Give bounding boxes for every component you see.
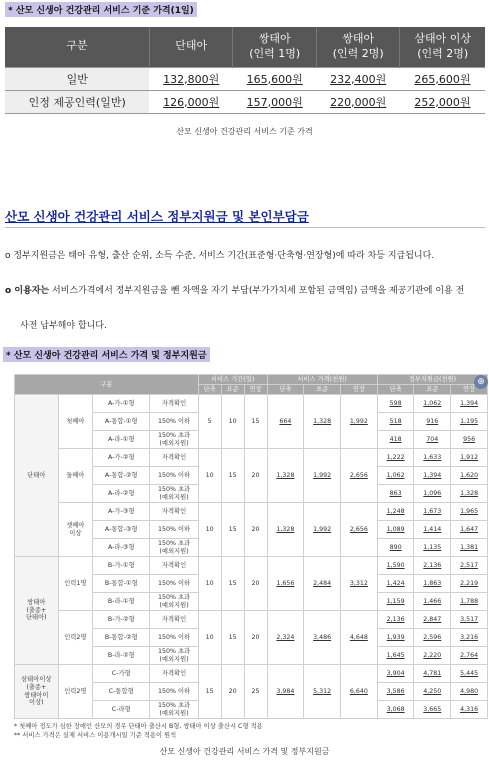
- gov-income: 자격확인: [150, 449, 198, 467]
- gov-support: 1,328: [451, 485, 488, 503]
- gov-period: 20: [244, 557, 267, 611]
- gov-support: 1,248: [377, 503, 414, 521]
- paragraph-subsidy: o 정부지원금은 태아 유형, 출산 순위, 소득 수준, 서비스 기간(표준형·단축형·연장형)에 따라 차등 지급됩니다.: [5, 251, 435, 261]
- gov-code: B-라-①형: [93, 593, 150, 611]
- gov-code: A-라-①형: [93, 431, 150, 449]
- gov-period: 25: [244, 665, 267, 719]
- gov-price: 4,648: [340, 611, 377, 665]
- gov-support: 4,980: [451, 683, 488, 701]
- gov-period: 10: [198, 557, 221, 611]
- gov-sub: 셋째아 이상: [58, 503, 92, 557]
- gov-price: 3,486: [304, 611, 341, 665]
- gov-support: 704: [414, 431, 451, 449]
- gov-support-table-wrap: [14, 374, 488, 719]
- gov-row: [15, 557, 488, 575]
- gov-support: 3,586: [377, 683, 414, 701]
- gov-support: 1,673: [414, 503, 451, 521]
- gov-support: 5,445: [451, 665, 488, 683]
- gov-income: 150% 이하: [150, 521, 198, 539]
- gov-period: 5: [198, 395, 221, 449]
- gov-support: 1,466: [414, 593, 451, 611]
- gov-subheader: 단축: [198, 385, 221, 395]
- gov-income: 150% 이하: [150, 413, 198, 431]
- gov-code: A-통합-①형: [93, 413, 150, 431]
- price-row: [5, 67, 485, 90]
- gov-sub: 첫째아: [58, 395, 92, 449]
- base-price-table: [5, 27, 485, 114]
- gov-price: 1,992: [304, 503, 341, 557]
- gov-support: 1,965: [451, 503, 488, 521]
- price-header-4: 삼태아 이상 (인력 2명): [400, 27, 485, 67]
- gov-support: 1,863: [414, 575, 451, 593]
- gov-code: A-라-③형: [93, 539, 150, 557]
- gov-sub: 인력1명: [58, 557, 92, 611]
- gov-support: 1,424: [377, 575, 414, 593]
- price-row: [5, 90, 485, 113]
- gov-subheader: 표준: [414, 385, 451, 395]
- gov-support: 1,096: [414, 485, 451, 503]
- gov-price: 1,656: [267, 557, 304, 611]
- gov-support: 1,788: [451, 593, 488, 611]
- price-cell: 165,600원: [233, 67, 317, 90]
- gov-price: 1,328: [267, 503, 304, 557]
- gov-price: 2,324: [267, 611, 304, 665]
- gov-row: [15, 503, 488, 521]
- gov-header-support: 정부지원금(천원): [377, 375, 487, 385]
- gov-header-gubun: 구분: [15, 375, 199, 395]
- gov-support: 3,068: [377, 701, 414, 719]
- gov-price: 2,656: [340, 503, 377, 557]
- gov-support: 916: [414, 413, 451, 431]
- gov-support: 1,062: [414, 395, 451, 413]
- paragraph-prepay: 사전 납부해야 합니다.: [20, 321, 107, 331]
- gov-support: 3,517: [451, 611, 488, 629]
- gov-price: 2,656: [340, 449, 377, 503]
- note-1: * 첫째아 정도가 심한 장애인 산모의 경우 단태아 출산시 B형, 쌍태아 이상 출산시 C형 적용: [14, 723, 263, 730]
- gov-price: 3,312: [340, 557, 377, 611]
- gov-type: 삼태아이상 (출종+ 쌍태아이 이상): [15, 665, 59, 719]
- gov-income: 150% 초과 (예외지원): [150, 485, 198, 503]
- gov-income: 150% 이하: [150, 683, 198, 701]
- gov-period: 20: [221, 665, 244, 719]
- gov-price: 1,328: [304, 395, 341, 449]
- gov-price: 1,992: [340, 395, 377, 449]
- gov-support: 1,089: [377, 521, 414, 539]
- gov-support: 3,904: [377, 665, 414, 683]
- price-table-caption: 산모 신생아 건강관리 서비스 기준 가격: [176, 127, 313, 136]
- price-header-0: 구분: [5, 27, 149, 67]
- gov-support: 1,394: [451, 395, 488, 413]
- gov-support: 1,159: [377, 593, 414, 611]
- gov-code: A-가-②형: [93, 449, 150, 467]
- gov-support: 863: [377, 485, 414, 503]
- gov-sub: 둘째아: [58, 449, 92, 503]
- gov-code: B-통합-②형: [93, 629, 150, 647]
- gov-type: 단태아: [15, 395, 59, 557]
- gov-support: 1,135: [414, 539, 451, 557]
- price-row-label: 일반: [5, 67, 149, 90]
- gov-support: 1,620: [451, 467, 488, 485]
- gov-support: 3,216: [451, 629, 488, 647]
- gov-support-table: [14, 374, 488, 719]
- gov-price: 3,984: [267, 665, 304, 719]
- gov-income: 150% 이하: [150, 629, 198, 647]
- gov-period: 15: [221, 503, 244, 557]
- gov-price: 664: [267, 395, 304, 449]
- paragraph-copay-lead: o 이용자는: [5, 286, 50, 296]
- gov-income: 150% 이하: [150, 575, 198, 593]
- gov-income: 150% 초과 (예외지원): [150, 701, 198, 719]
- gov-support: 1,394: [414, 467, 451, 485]
- gov-support: 2,596: [414, 629, 451, 647]
- gov-support: 1,062: [377, 467, 414, 485]
- gov-income: 자격확인: [150, 503, 198, 521]
- gov-row: [15, 611, 488, 629]
- gov-support: 1,633: [414, 449, 451, 467]
- gov-code: B-통합-①형: [93, 575, 150, 593]
- gov-code: C-가형: [93, 665, 150, 683]
- gov-income: 150% 초과 (예외지원): [150, 593, 198, 611]
- price-header-3: 쌍태아 (인력 2명): [316, 27, 400, 67]
- gov-code: B-가-②형: [93, 611, 150, 629]
- gov-support: 4,316: [451, 701, 488, 719]
- gov-support: 518: [377, 413, 414, 431]
- gov-code: B-라-②형: [93, 647, 150, 665]
- price-header-2: 쌍태아 (인력 1명): [233, 27, 317, 67]
- gov-type: 쌍태아 (출종+ 단태아): [15, 557, 59, 665]
- section-title: 산모 신생아 건강관리 서비스 정부지원금 및 본인부담금: [5, 209, 309, 224]
- gov-code: A-통합-②형: [93, 467, 150, 485]
- gov-support: 2,847: [414, 611, 451, 629]
- gov-subheader: 표준: [221, 385, 244, 395]
- gov-sub: 인력2명: [58, 665, 92, 719]
- paragraph-copay-rest: 서비스가격에서 정부지원금을 뺀 차액을 자기 부담(부가가치세 포함된 금액임) 금액을 제공기관에 이용 전: [49, 286, 465, 296]
- gov-period: 15: [198, 665, 221, 719]
- gov-period: 20: [244, 503, 267, 557]
- gov-subheader: 연장: [244, 385, 267, 395]
- price-table-label: * 산모 신생아 건강관리 서비스 기준 가격(1일): [5, 2, 197, 17]
- gov-period: 15: [221, 557, 244, 611]
- gov-period: 20: [244, 611, 267, 665]
- price-cell: 157,000원: [233, 90, 317, 113]
- gov-table-caption: 산모 신생아 건강관리 서비스 가격 및 정부지원금: [159, 747, 330, 756]
- gov-income: 150% 초과 (예외지원): [150, 647, 198, 665]
- gov-support: 1,939: [377, 629, 414, 647]
- gov-support: 1,195: [451, 413, 488, 431]
- gov-subheader: 표준: [304, 385, 341, 395]
- gov-support: 1,222: [377, 449, 414, 467]
- gov-support: 1,645: [377, 647, 414, 665]
- gov-code: A-라-②형: [93, 485, 150, 503]
- gov-income: 150% 이하: [150, 467, 198, 485]
- zoom-icon[interactable]: ⊕: [474, 375, 488, 389]
- gov-subheader: 단축: [377, 385, 414, 395]
- gov-period: 15: [221, 611, 244, 665]
- gov-income: 자격확인: [150, 611, 198, 629]
- gov-support: 2,136: [377, 611, 414, 629]
- price-cell: 220,000원: [316, 90, 400, 113]
- price-cell: 126,000원: [149, 90, 233, 113]
- gov-support: 418: [377, 431, 414, 449]
- gov-period: 10: [198, 611, 221, 665]
- gov-sub: 인력2명: [58, 611, 92, 665]
- gov-support: 890: [377, 539, 414, 557]
- gov-support: 1,912: [451, 449, 488, 467]
- gov-price: 1,992: [304, 449, 341, 503]
- gov-support: 1,414: [414, 521, 451, 539]
- gov-price: 5,312: [304, 665, 341, 719]
- gov-price: 1,328: [267, 449, 304, 503]
- gov-support: 2,220: [414, 647, 451, 665]
- gov-subheader: 단축: [267, 385, 304, 395]
- gov-support: 1,647: [451, 521, 488, 539]
- gov-period: 15: [244, 395, 267, 449]
- gov-code: C-통합형: [93, 683, 150, 701]
- gov-subheader: 연장: [340, 385, 377, 395]
- gov-support: 2,517: [451, 557, 488, 575]
- gov-income: 자격확인: [150, 395, 198, 413]
- gov-code: A-가-③형: [93, 503, 150, 521]
- gov-header-period: 서비스 기간(일): [198, 375, 267, 385]
- price-cell: 232,400원: [316, 67, 400, 90]
- price-cell: 265,600원: [400, 67, 485, 90]
- gov-code: A-통합-③형: [93, 521, 150, 539]
- gov-row: [15, 395, 488, 413]
- price-cell: 252,000원: [400, 90, 485, 113]
- gov-period: 10: [198, 503, 221, 557]
- price-header-1: 단태아: [149, 27, 233, 67]
- table-notes: [14, 722, 263, 740]
- gov-price: 2,484: [304, 557, 341, 611]
- gov-support: 2,219: [451, 575, 488, 593]
- gov-support: 4,781: [414, 665, 451, 683]
- gov-support: 598: [377, 395, 414, 413]
- gov-table-label: * 산모 신생아 건강관리 서비스 가격 및 정부지원금: [3, 347, 210, 362]
- gov-income: 150% 초과 (예외지원): [150, 431, 198, 449]
- gov-code: B-가-①형: [93, 557, 150, 575]
- gov-code: A-가-①형: [93, 395, 150, 413]
- paragraph-copay: [5, 283, 485, 301]
- gov-support: 4,250: [414, 683, 451, 701]
- gov-support: 1,381: [451, 539, 488, 557]
- gov-support: 3,665: [414, 701, 451, 719]
- gov-period: 15: [221, 449, 244, 503]
- gov-period: 10: [198, 449, 221, 503]
- gov-period: 20: [244, 449, 267, 503]
- gov-support: 956: [451, 431, 488, 449]
- gov-code: C-라형: [93, 701, 150, 719]
- gov-price: 6,640: [340, 665, 377, 719]
- gov-income: 150% 초과 (예외지원): [150, 539, 198, 557]
- gov-income: 자격확인: [150, 557, 198, 575]
- gov-support: 2,136: [414, 557, 451, 575]
- gov-support: 2,764: [451, 647, 488, 665]
- gov-subheader: 연장: [451, 385, 488, 395]
- gov-row: [15, 449, 488, 467]
- gov-income: 자격확인: [150, 665, 198, 683]
- price-row-label: 인정 제공인력(일반): [5, 90, 149, 113]
- price-cell: 132,800원: [149, 67, 233, 90]
- gov-period: 10: [221, 395, 244, 449]
- section-divider: [5, 227, 485, 228]
- gov-row: [15, 665, 488, 683]
- gov-header-price: 서비스 가격(천원): [267, 375, 377, 385]
- note-2: ** 서비스 가격은 실제 서비스 이용개시일 기준 적용이 원칙: [14, 732, 177, 739]
- gov-support: 1,590: [377, 557, 414, 575]
